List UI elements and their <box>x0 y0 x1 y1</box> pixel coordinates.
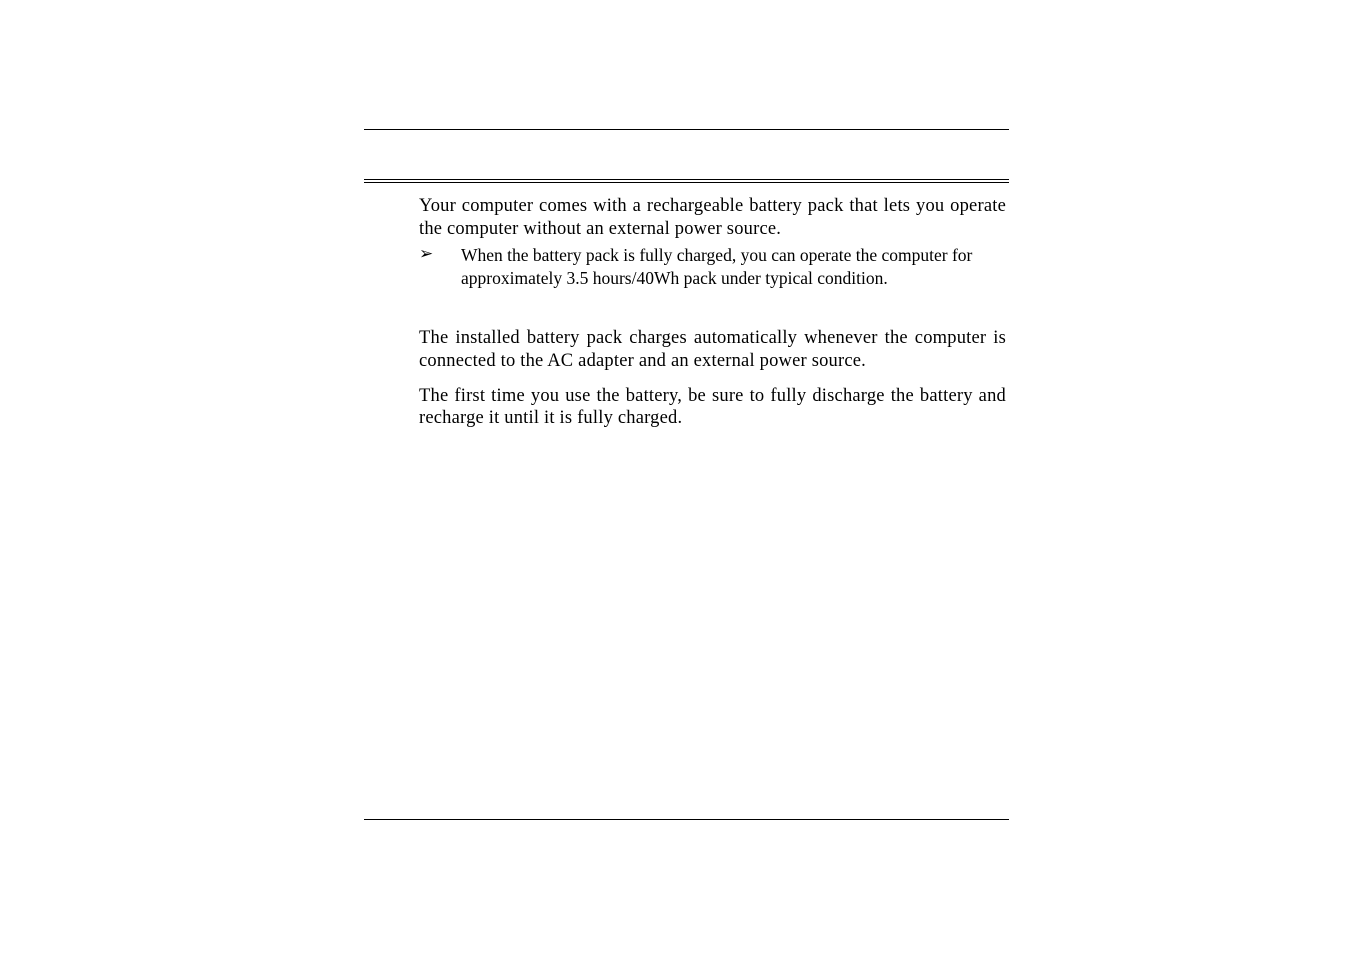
charging-paragraph: The installed battery pack charges automatically whenever the computer is connected to the AC adapter and an external power source. <box>419 328 1006 371</box>
arrow-bullet-icon: ➢ <box>419 244 434 264</box>
intro-paragraph: Your computer comes with a rechargeable battery pack that lets you operate the computer without an external power source. <box>419 196 1006 239</box>
section-rule-upper <box>364 179 1009 180</box>
bullet-item <box>419 244 1006 289</box>
header-rule <box>364 129 1009 130</box>
section-rule-lower <box>364 182 1009 183</box>
footer-rule <box>364 819 1009 820</box>
bullet-text: When the battery pack is fully charged, you can operate the computer for approximately 3.5 hours/40Wh pack under typical condition. <box>461 245 973 288</box>
page-body <box>419 195 1006 430</box>
first-use-paragraph: The first time you use the battery, be sure to fully discharge the battery and recharge it until it is fully charged. <box>419 385 1006 428</box>
section-spacer <box>419 289 1006 327</box>
